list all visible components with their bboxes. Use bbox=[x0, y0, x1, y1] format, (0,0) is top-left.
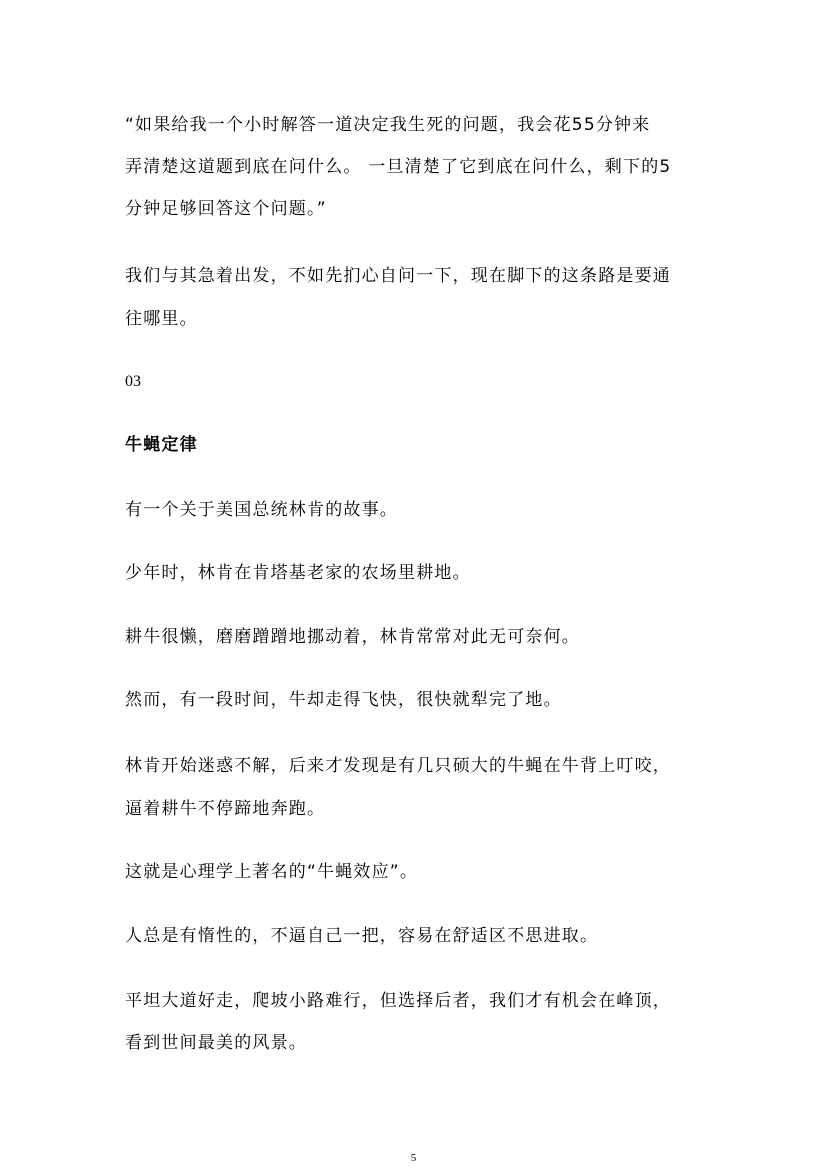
reflection-line-1: 我们与其急着出发，不如先扪心自问一下，现在脚下的这条路是要通 bbox=[125, 266, 671, 286]
reflection-line-2: 往哪里。 bbox=[125, 309, 198, 329]
quote-line-2: 弄清楚这道题到底在问什么。 一旦清楚了它到底在问什么，剩下的5 bbox=[125, 157, 672, 177]
page-number: 5 bbox=[410, 1152, 417, 1164]
body-paragraph-2: 少年时，林肯在肯塔基老家的农场里耕地。 bbox=[125, 563, 471, 583]
body-paragraph-8-line-1: 平坦大道好走，爬坡小路难行，但选择后者，我们才有机会在峰顶， bbox=[125, 991, 671, 1011]
body-paragraph-5-line-2: 逼着耕牛不停蹄地奔跑。 bbox=[125, 799, 326, 819]
body-paragraph-5-line-1: 林肯开始迷惑不解，后来才发现是有几只硕大的牛蝇在牛背上叮咬， bbox=[125, 756, 671, 776]
quote-line-3: 分钟足够回答这个问题。” bbox=[125, 199, 327, 219]
section-heading: 牛蝇定律 bbox=[125, 435, 198, 455]
body-paragraph-3: 耕牛很懒，磨磨蹭蹭地挪动着，林肯常常对此无可奈何。 bbox=[125, 627, 580, 647]
body-paragraph-4: 然而，有一段时间，牛却走得飞快，很快就犁完了地。 bbox=[125, 690, 562, 710]
body-paragraph-6: 这就是心理学上著名的“牛蝇效应”。 bbox=[125, 862, 419, 882]
quote-line-1: “如果给我一个小时解答一道决定我生死的问题，我会花55分钟来 bbox=[125, 115, 651, 135]
body-paragraph-8-line-2: 看到世间最美的风景。 bbox=[125, 1033, 307, 1053]
body-paragraph-7: 人总是有惰性的，不逼自己一把，容易在舒适区不思进取。 bbox=[125, 926, 599, 946]
body-paragraph-1: 有一个关于美国总统林肯的故事。 bbox=[125, 500, 398, 520]
section-number: 03 bbox=[125, 373, 141, 390]
